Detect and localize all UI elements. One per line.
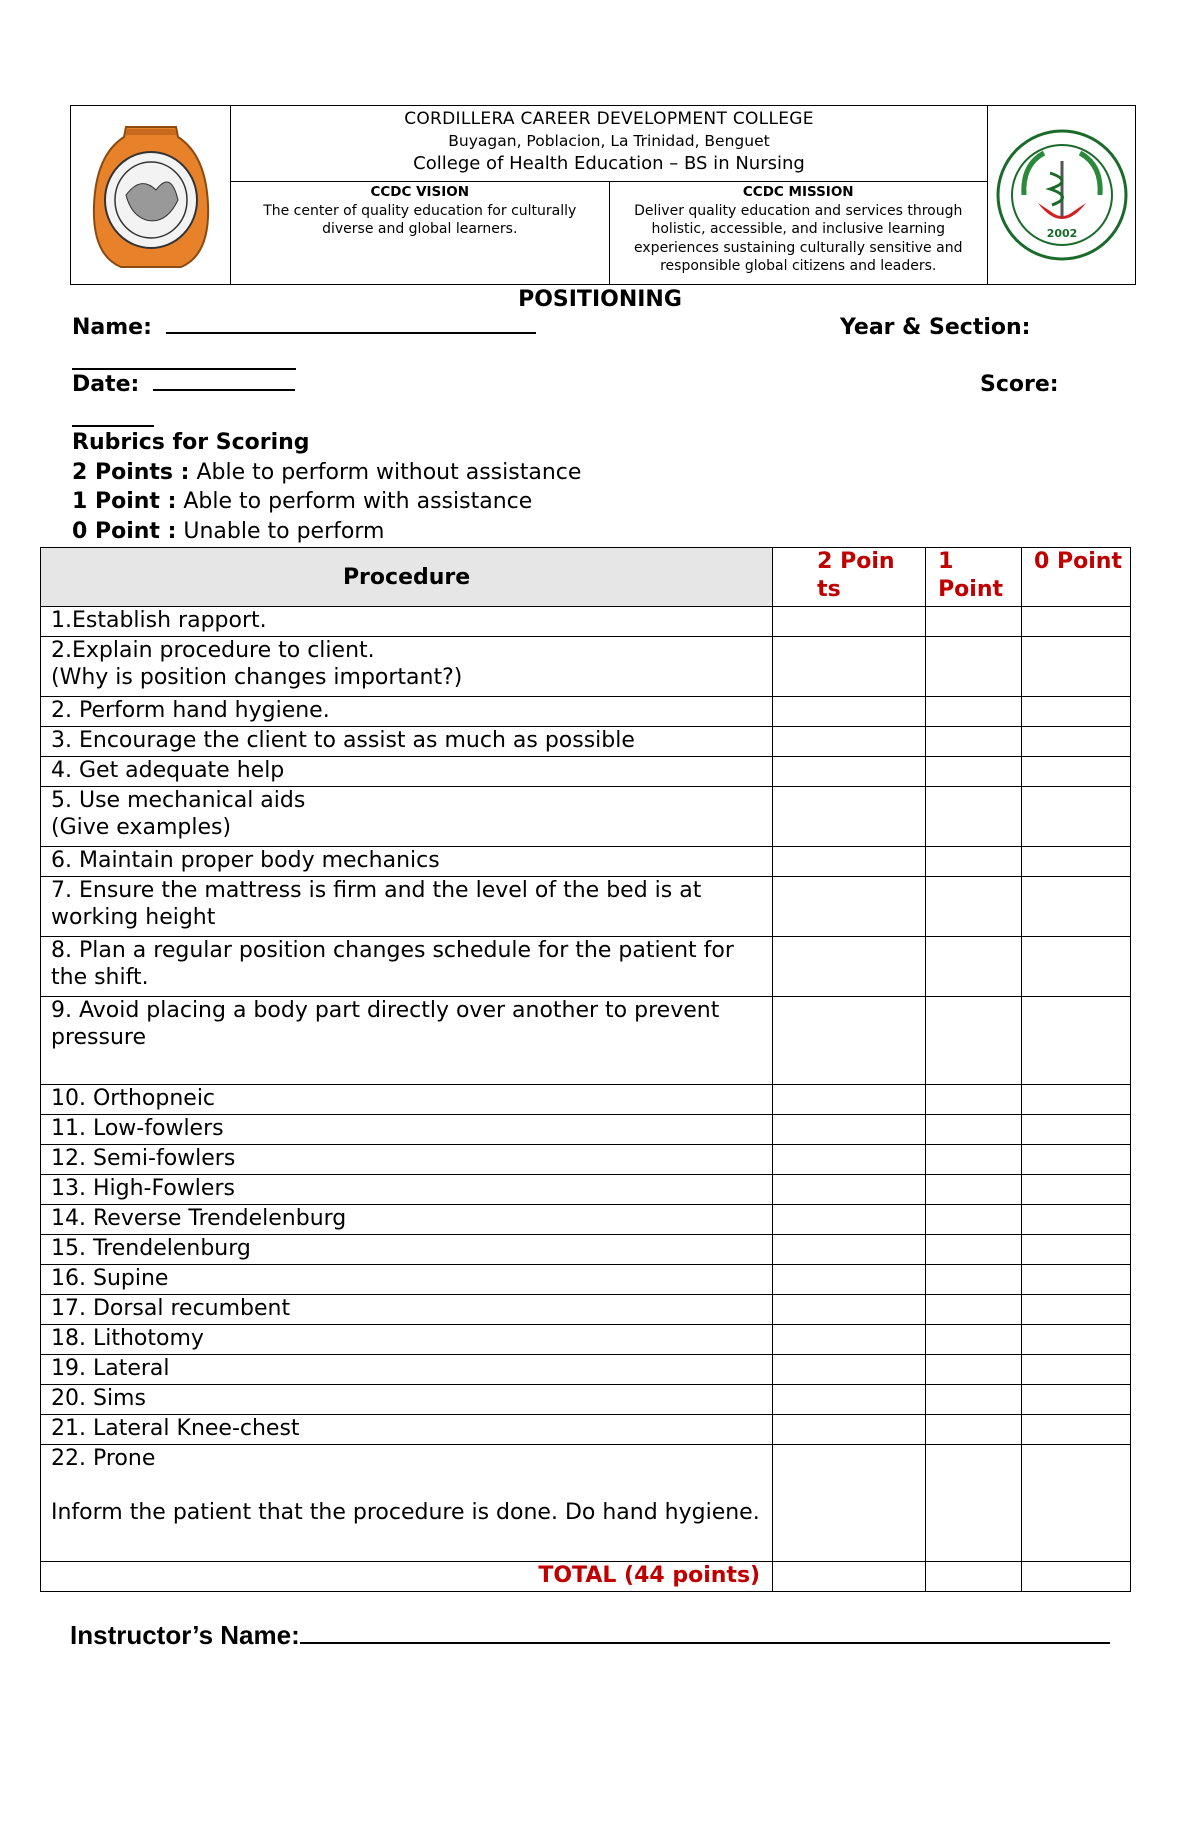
score-line[interactable] <box>72 425 154 427</box>
score-1-cell[interactable] <box>926 637 1022 697</box>
vision-title: CCDC VISION <box>370 184 470 200</box>
procedure-step: 19. Lateral <box>41 1355 773 1385</box>
score-0-cell[interactable] <box>1022 997 1131 1085</box>
score-0-cell[interactable] <box>1022 607 1131 637</box>
letterhead-center <box>231 106 987 284</box>
vision-mission <box>231 182 987 284</box>
table-row <box>41 787 1131 847</box>
instructor-field[interactable] <box>70 1620 1110 1651</box>
procedure-step: 8. Plan a regular position changes schedule for the patient for the shift. <box>41 937 773 997</box>
procedure-step: 10. Orthopneic <box>41 1085 773 1115</box>
college-address: Buyagan, Poblacion, La Trinidad, Benguet <box>448 132 770 150</box>
score-0-cell[interactable] <box>1022 1235 1131 1265</box>
table-row <box>41 1115 1131 1145</box>
col-1-point: 1 Point <box>926 548 1022 607</box>
score-0-cell[interactable] <box>1022 1085 1131 1115</box>
vision-block <box>231 182 610 284</box>
score-0-cell[interactable] <box>1022 1265 1131 1295</box>
score-1-cell[interactable] <box>926 877 1022 937</box>
score-1-cell[interactable] <box>926 1175 1022 1205</box>
procedure-step: 9. Avoid placing a body part directly over another to prevent pressure <box>41 997 773 1085</box>
year-section-line[interactable] <box>72 368 296 370</box>
procedure-step: 2. Perform hand hygiene. <box>41 697 773 727</box>
score-1-cell[interactable] <box>926 1385 1022 1415</box>
score-2-cell[interactable] <box>773 847 926 877</box>
score-1-cell[interactable] <box>926 1265 1022 1295</box>
rubric-text: Unable to perform <box>176 518 385 544</box>
score-0-cell[interactable] <box>1022 1115 1131 1145</box>
year-section-label: Year & Section: <box>840 315 1031 340</box>
rubrics <box>72 428 581 546</box>
procedure-step: 20. Sims <box>41 1385 773 1415</box>
score-1-cell[interactable] <box>926 787 1022 847</box>
procedure-step: 5. Use mechanical aids (Give examples) <box>41 787 773 847</box>
score-0-cell[interactable] <box>1022 727 1131 757</box>
procedure-step: 16. Supine <box>41 1265 773 1295</box>
score-0-cell[interactable] <box>1022 1355 1131 1385</box>
score-1-cell[interactable] <box>926 1205 1022 1235</box>
score-0-cell[interactable] <box>1022 847 1131 877</box>
score-1-cell[interactable] <box>926 607 1022 637</box>
procedure-step: 14. Reverse Trendelenburg <box>41 1205 773 1235</box>
total-2-cell[interactable] <box>773 1562 926 1592</box>
score-1-cell[interactable] <box>926 937 1022 997</box>
score-2-cell[interactable] <box>773 1445 926 1562</box>
table-row <box>41 607 1131 637</box>
score-1-cell[interactable] <box>926 1235 1022 1265</box>
college-department: College of Health Education – BS in Nursing <box>413 153 805 174</box>
score-0-cell[interactable] <box>1022 1415 1131 1445</box>
score-0-cell[interactable] <box>1022 637 1131 697</box>
rubric-text: Able to perform without assistance <box>189 459 582 485</box>
table-row <box>41 997 1131 1085</box>
college-name: CORDILLERA CAREER DEVELOPMENT COLLEGE <box>404 109 814 129</box>
score-1-cell[interactable] <box>926 727 1022 757</box>
table-row <box>41 1175 1131 1205</box>
table-row <box>41 637 1131 697</box>
name-field[interactable] <box>72 315 536 340</box>
mission-block <box>610 182 988 284</box>
score-2-cell[interactable] <box>773 1325 926 1355</box>
score-2-cell[interactable] <box>773 697 926 727</box>
health-seal-icon <box>994 125 1130 265</box>
table-row <box>41 1385 1131 1415</box>
score-1-cell[interactable] <box>926 757 1022 787</box>
college-info <box>231 106 987 182</box>
rubric-item <box>72 487 581 517</box>
score-0-cell[interactable] <box>1022 1145 1131 1175</box>
col-procedure: Procedure <box>41 548 773 607</box>
total-0-cell[interactable] <box>1022 1562 1131 1592</box>
score-1-cell[interactable] <box>926 1145 1022 1175</box>
procedure-step: 1.Establish rapport. <box>41 607 773 637</box>
procedure-step: 11. Low-fowlers <box>41 1115 773 1145</box>
col-2-points: 2 Poin ts <box>773 548 926 607</box>
health-education-seal-right <box>987 106 1135 284</box>
score-1-cell[interactable] <box>926 1445 1022 1562</box>
mission-text: Deliver quality education and services through holistic, accessible, and inclusive learning experiences sustaining culturally sensitive and responsible global citizens and leaders. <box>634 202 963 274</box>
score-1-cell[interactable] <box>926 1115 1022 1145</box>
score-2-cell[interactable] <box>773 1235 926 1265</box>
score-0-cell[interactable] <box>1022 757 1131 787</box>
table-header <box>41 548 1131 607</box>
score-2-cell[interactable] <box>773 1265 926 1295</box>
score-2-cell[interactable] <box>773 1205 926 1235</box>
date-line <box>153 389 295 391</box>
instructor-line <box>300 1642 1110 1644</box>
score-0-cell[interactable] <box>1022 1445 1131 1562</box>
score-2-cell[interactable] <box>773 877 926 937</box>
rubric-label: 0 Point : <box>72 518 177 544</box>
score-2-cell[interactable] <box>773 997 926 1085</box>
score-0-cell[interactable] <box>1022 1175 1131 1205</box>
rubric-text: Able to perform with assistance <box>176 489 533 514</box>
table-row <box>41 847 1131 877</box>
procedure-rows <box>41 607 1131 1592</box>
rubric-item <box>72 517 581 547</box>
score-1-cell[interactable] <box>926 847 1022 877</box>
total-label: TOTAL (44 points) <box>41 1562 773 1592</box>
table-row <box>41 937 1131 997</box>
rubric-label: 1 Point : <box>72 489 177 514</box>
table-row <box>41 1355 1131 1385</box>
rubrics-heading: Rubrics for Scoring <box>72 430 310 455</box>
table-row <box>41 727 1131 757</box>
score-2-cell[interactable] <box>773 1145 926 1175</box>
score-1-cell[interactable] <box>926 1415 1022 1445</box>
table-row <box>41 1445 1131 1562</box>
score-1-cell[interactable] <box>926 997 1022 1085</box>
score-2-cell[interactable] <box>773 1355 926 1385</box>
total-1-cell[interactable] <box>926 1562 1022 1592</box>
table-row <box>41 1235 1131 1265</box>
procedure-step: 7. Ensure the mattress is firm and the level of the bed is at working height <box>41 877 773 937</box>
procedure-step: 18. Lithotomy <box>41 1325 773 1355</box>
score-2-cell[interactable] <box>773 1175 926 1205</box>
score-0-cell[interactable] <box>1022 937 1131 997</box>
procedure-step: 3. Encourage the client to assist as much as possible <box>41 727 773 757</box>
score-1-cell[interactable] <box>926 1355 1022 1385</box>
date-field[interactable] <box>72 372 295 397</box>
score-2-cell[interactable] <box>773 637 926 697</box>
score-2-cell[interactable] <box>773 937 926 997</box>
table-row <box>41 1295 1131 1325</box>
table-row <box>41 1085 1131 1115</box>
col-0-point: 0 Point <box>1022 548 1131 607</box>
score-2-cell[interactable] <box>773 1415 926 1445</box>
table-row <box>41 1205 1131 1235</box>
table-row <box>41 1145 1131 1175</box>
rubric-label: 2 Points : <box>72 459 190 485</box>
score-0-cell[interactable] <box>1022 1325 1131 1355</box>
procedure-step: 21. Lateral Knee-chest <box>41 1415 773 1445</box>
rubric-item <box>72 458 581 488</box>
instructor-label: Instructor’s Name: <box>70 1620 300 1650</box>
name-line <box>166 332 536 334</box>
procedure-step: 15. Trendelenburg <box>41 1235 773 1265</box>
procedure-step: 2.Explain procedure to client. (Why is position changes important?) <box>41 637 773 697</box>
vase-seal-icon <box>86 115 216 275</box>
mission-title: CCDC MISSION <box>742 184 854 200</box>
procedure-step: 6. Maintain proper body mechanics <box>41 847 773 877</box>
score-0-cell[interactable] <box>1022 1205 1131 1235</box>
page-title: POSITIONING <box>518 287 682 312</box>
score-2-cell[interactable] <box>773 1295 926 1325</box>
table-row <box>41 1415 1131 1445</box>
table-row <box>41 1325 1131 1355</box>
score-2-cell[interactable] <box>773 1115 926 1145</box>
procedure-step: 17. Dorsal recumbent <box>41 1295 773 1325</box>
procedure-step: 12. Semi-fowlers <box>41 1145 773 1175</box>
name-label: Name: <box>72 315 152 340</box>
score-0-cell[interactable] <box>1022 697 1131 727</box>
college-seal-left <box>71 106 231 284</box>
score-2-cell[interactable] <box>773 1085 926 1115</box>
total-row <box>41 1562 1131 1592</box>
score-0-cell[interactable] <box>1022 877 1131 937</box>
score-label: Score: <box>980 372 1059 397</box>
date-label: Date: <box>72 372 140 397</box>
procedure-table <box>40 547 1131 1592</box>
score-2-cell[interactable] <box>773 787 926 847</box>
score-1-cell[interactable] <box>926 697 1022 727</box>
score-2-cell[interactable] <box>773 1385 926 1415</box>
table-row <box>41 877 1131 937</box>
score-2-cell[interactable] <box>773 727 926 757</box>
score-1-cell[interactable] <box>926 1295 1022 1325</box>
score-0-cell[interactable] <box>1022 1295 1131 1325</box>
procedure-step: 13. High-Fowlers <box>41 1175 773 1205</box>
score-1-cell[interactable] <box>926 1085 1022 1115</box>
procedure-step: 4. Get adequate help <box>41 757 773 787</box>
vision-text: The center of quality education for culturally diverse and global learners. <box>263 202 577 237</box>
table-row <box>41 757 1131 787</box>
score-0-cell[interactable] <box>1022 787 1131 847</box>
score-1-cell[interactable] <box>926 1325 1022 1355</box>
letterhead <box>70 105 1136 285</box>
table-row <box>41 697 1131 727</box>
table-row <box>41 1265 1131 1295</box>
score-0-cell[interactable] <box>1022 1385 1131 1415</box>
seal-year: 2002 <box>1046 227 1077 240</box>
score-2-cell[interactable] <box>773 757 926 787</box>
procedure-step: 22. Prone Inform the patient that the procedure is done. Do hand hygiene. <box>41 1445 773 1562</box>
score-2-cell[interactable] <box>773 607 926 637</box>
